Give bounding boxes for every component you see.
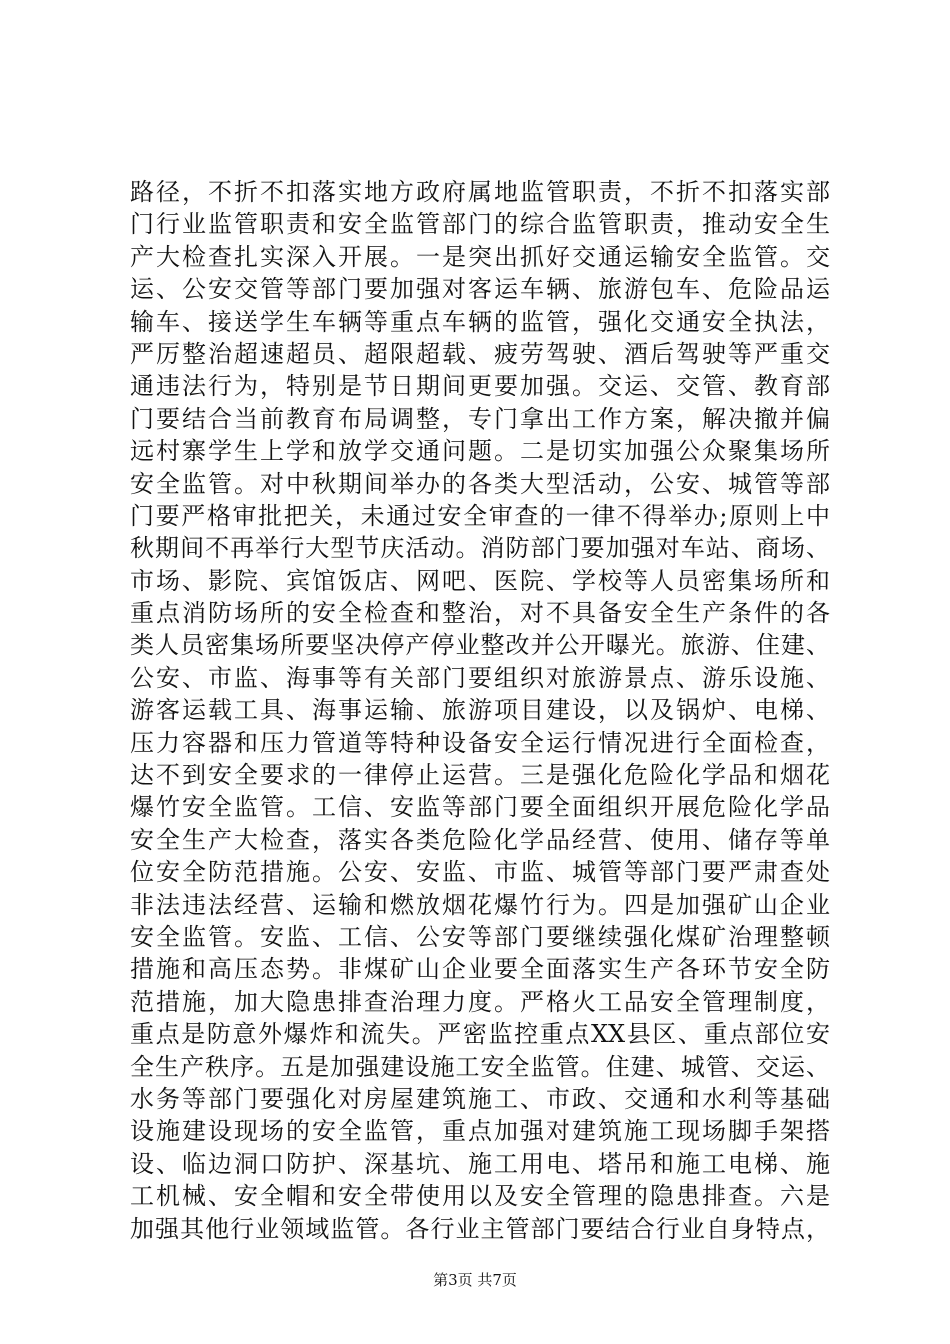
text-line: 路径，不折不扣落实地方政府属地监管职责，不折不扣落实部 [130,178,830,206]
text-line: 秋期间不再举行大型节庆活动。消防部门要加强对车站、商场、 [130,534,830,563]
text-line: 位安全防范措施。公安、安监、市监、城管等部门要严肃查处 [130,858,830,887]
text-line: 全生产秩序。五是加强建设施工安全监管。住建、城管、交运、 [130,1052,830,1081]
text-line: 工机械、安全帽和安全带使用以及安全管理的隐患排查。六是 [130,1182,830,1211]
text-line: 设、临边洞口防护、深基坑、施工用电、塔吊和施工电梯、施 [130,1149,830,1178]
text-line: 重点消防场所的安全检查和整治，对不具备安全生产条件的各 [130,599,830,628]
text-line: 重点是防意外爆炸和流失。严密监控重点XX县区、重点部位安 [130,1020,830,1049]
page-number-footer: 第3页 共7页 [433,1271,517,1289]
text-line: 措施和高压态势。非煤矿山企业要全面落实生产各环节安全防 [130,955,830,984]
text-line: 运、公安交管等部门要加强对客运车辆、旅游包车、危险品运 [130,275,830,304]
text-line: 远村寨学生上学和放学交通问题。二是切实加强公众聚集场所 [130,437,830,466]
text-line: 非法违法经营、运输和燃放烟花爆竹行为。四是加强矿山企业 [130,890,830,919]
text-line: 安全生产大检查，落实各类危险化学品经营、使用、储存等单 [130,825,830,854]
text-line: 市场、影院、宾馆饭店、网吧、医院、学校等人员密集场所和 [130,566,830,595]
text-line: 爆竹安全监管。工信、安监等部门要全面组织开展危险化学品 [130,793,830,822]
text-line: 门行业监管职责和安全监管部门的综合监管职责，推动安全生 [130,210,830,239]
text-line: 游客运载工具、海事运输、旅游项目建设，以及锅炉、电梯、 [130,696,830,725]
text-line: 达不到安全要求的一律停止运营。三是强化危险化学品和烟花 [130,761,830,790]
body-text [130,176,830,1245]
text-line: 压力容器和压力管道等特种设备安全运行情况进行全面检查， [130,728,830,757]
text-line: 类人员密集场所要坚决停产停业整改并公开曝光。旅游、住建、 [130,631,830,660]
text-line: 公安、市监、海事等有关部门要组织对旅游景点、游乐设施、 [130,663,830,692]
text-line: 门要严格审批把关，未通过安全审查的一律不得举办;原则上中 [130,501,830,530]
text-line: 水务等部门要强化对房屋建筑施工、市政、交通和水利等基础 [130,1084,830,1113]
text-line: 范措施，加大隐患排查治理力度。严格火工品安全管理制度， [130,987,830,1016]
text-line: 加强其他行业领域监管。各行业主管部门要结合行业自身特点， [130,1214,830,1243]
text-line: 输车、接送学生车辆等重点车辆的监管，强化交通安全执法， [130,307,830,336]
text-line: 严厉整治超速超员、超限超载、疲劳驾驶、酒后驾驶等严重交 [130,339,830,368]
text-line: 通违法行为，特别是节日期间更要加强。交运、交管、教育部 [130,372,830,401]
text-line: 产大检查扎实深入开展。一是突出抓好交通运输安全监管。交 [130,242,830,271]
text-line: 门要结合当前教育布局调整，专门拿出工作方案，解决撤并偏 [130,404,830,433]
text-line: 安全监管。安监、工信、公安等部门要继续强化煤矿治理整顿 [130,922,830,951]
text-line: 安全监管。对中秋期间举办的各类大型活动，公安、城管等部 [130,469,830,498]
text-line: 设施建设现场的安全监管，重点加强对建筑施工现场脚手架搭 [130,1117,830,1146]
